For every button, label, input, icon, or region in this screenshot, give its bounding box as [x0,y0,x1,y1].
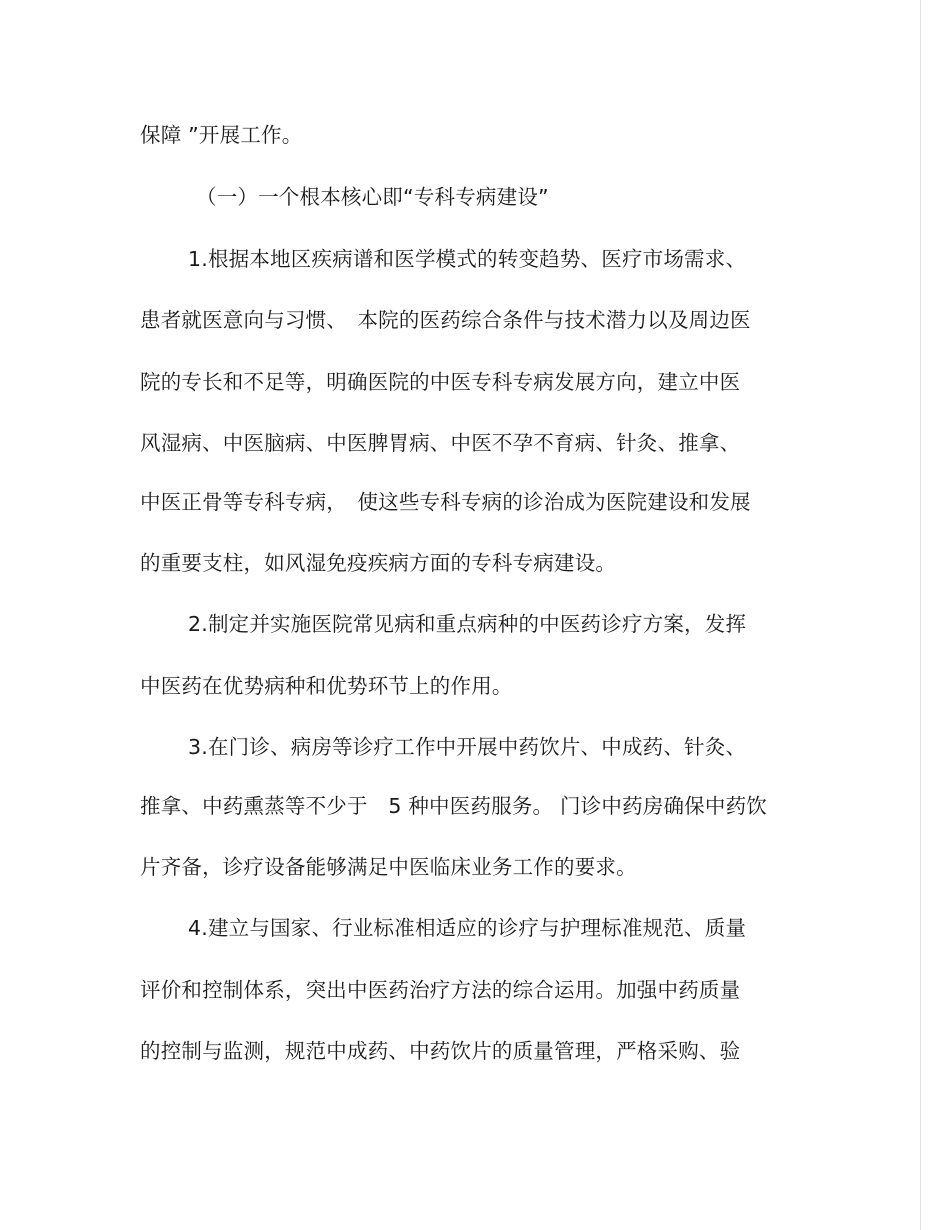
text-line: 的控制与监测，规范中成药、中药饮片的质量管理，严格采购、验 [140,1039,741,1063]
text-line: 中医正骨等专科专病， 使这些专科专病的诊治成为医院建设和发展 [140,490,751,514]
text-line: 4.建立与国家、行业标准相适应的诊疗与护理标准规范、质量 [188,916,747,940]
text-line: 中医药在优势病种和优势环节上的作用。 [140,674,513,698]
text-line: 的重要支柱，如风湿免疫疾病方面的专科专病建设。 [140,551,617,575]
text-line: 1.根据本地区疾病谱和医学模式的转变趋势、医疗市场需求、 [188,247,747,271]
text-line: 院的专长和不足等，明确医院的中医专科专病发展方向，建立中医 [140,370,741,394]
text-line: 片齐备，诊疗设备能够满足中医临床业务工作的要求。 [140,855,637,879]
text-line: 风湿病、中医脑病、中医脾胃病、中医不孕不育病、针灸、推拿、 [140,431,741,455]
page-edge-divider [920,0,921,1230]
text-line: 推拿、中药熏蒸等不少于 5 种中医药服务。 门诊中药房确保中药饮 [140,794,767,818]
section-heading: （一）一个根本核心即“专科专病建设” [196,185,549,209]
text-line: 患者就医意向与习惯、 本院的医药综合条件与技术潜力以及周边医 [140,308,751,332]
text-line: 保障 ”开展工作。 [140,123,303,147]
text-line: 3.在门诊、病房等诊疗工作中开展中药饮片、中成药、针灸、 [188,735,747,759]
text-line: 评价和控制体系，突出中医药治疗方法的综合运用。加强中药质量 [140,978,741,1002]
text-line: 2.制定并实施医院常见病和重点病种的中医药诊疗方案，发挥 [188,612,747,636]
